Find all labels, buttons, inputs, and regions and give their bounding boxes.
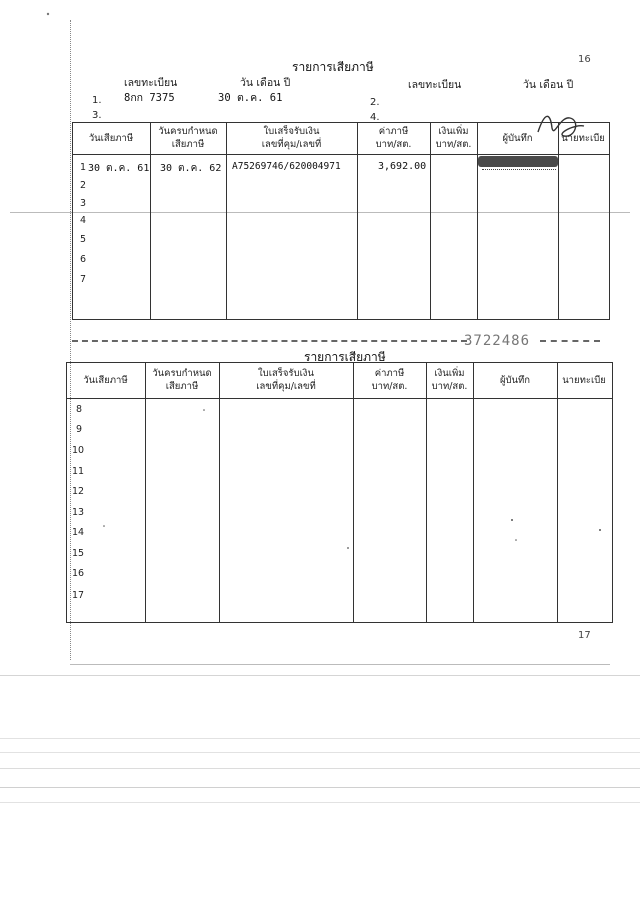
tax-table-bottom [66, 362, 613, 623]
col-divider [557, 362, 558, 622]
scan-line-6 [0, 768, 640, 769]
col-divider [219, 362, 220, 622]
row-number: 15 [72, 548, 85, 559]
row-number: 14 [72, 527, 85, 538]
cut-line [540, 340, 600, 342]
tax-table-bottom-header-divider [66, 398, 612, 399]
row-number: 8 [76, 404, 83, 415]
cell-tax: 3,692.00 [378, 161, 427, 172]
right-date-label: วัน เดือน ปี [523, 79, 574, 91]
header-receipt: ใบเสร็จรับเงิน เลขที่คุม/เลขที่ [261, 126, 322, 150]
page-number-bottom: 17 [578, 630, 591, 641]
header-paid-date: วันเสียภาษี [88, 132, 134, 144]
row-number: 10 [72, 445, 85, 456]
header-due-date: วันครบกำหนด เสียภาษี [158, 126, 218, 150]
header-surcharge: เงินเพิ่ม บาท/สต. [431, 368, 468, 392]
scan-line-2 [70, 664, 610, 665]
header-paid-date: วันเสียภาษี [83, 374, 128, 386]
form-title-bottom: รายการเสียภาษี [304, 350, 386, 364]
tax-table-top-header-divider [72, 154, 609, 155]
right-reg-label: เลขทะเบียน [408, 79, 462, 91]
header-surcharge: เงินเพิ่ม บาท/สต. [435, 126, 472, 150]
scan-line-3 [0, 675, 640, 676]
cut-line [72, 340, 467, 342]
entry-reg-1: 8กก 7375 [124, 92, 175, 104]
header-registrar: นายทะเบีย [561, 132, 605, 144]
col-divider [353, 362, 354, 622]
entry-num-3: 3. [92, 110, 102, 121]
row-number: 1 [80, 162, 87, 173]
entry-num-2: 2. [370, 97, 380, 108]
row-number: 12 [72, 486, 85, 497]
row-number: 6 [80, 254, 87, 265]
col-divider [426, 362, 427, 622]
header-due-date: วันครบกำหนด เสียภาษี [152, 368, 212, 392]
row-number: 16 [72, 568, 85, 579]
row-number: 11 [72, 466, 85, 477]
entry-num-4: 4. [370, 112, 380, 123]
col-divider [145, 362, 146, 622]
left-date-label: วัน เดือน ปี [240, 77, 291, 89]
row-number: 3 [80, 198, 87, 209]
row-number: 17 [72, 590, 85, 601]
scan-line-5 [0, 752, 640, 753]
scan-line-4 [0, 738, 640, 739]
scan-line-8 [0, 802, 640, 803]
header-registrar: นายทะเบีย [562, 374, 606, 386]
form-title-top: รายการเสียภาษี [292, 60, 374, 74]
entry-num-1: 1. [92, 95, 102, 106]
row-number: 2 [80, 180, 87, 191]
row-number: 4 [80, 215, 87, 226]
scan-line-7 [0, 787, 640, 788]
header-recorder: ผู้บันทึก [499, 374, 531, 386]
header-tax: ค่าภาษี บาท/สต. [375, 126, 412, 150]
left-reg-label: เลขทะเบียน [124, 77, 178, 89]
page-number-top: 16 [578, 54, 591, 65]
header-recorder: ผู้บันทึก [502, 132, 533, 144]
cell-receipt: A75269746/620004971 [232, 161, 341, 172]
row-number: 7 [80, 274, 87, 285]
entry-date-1: 30 ต.ค. 61 [218, 92, 283, 104]
cell-paid-date: 30 ต.ค. 61 [88, 163, 150, 174]
cell-due-date: 30 ต.ค. 62 [160, 163, 222, 174]
row-number: 5 [80, 234, 87, 245]
col-divider [473, 362, 474, 622]
header-tax: ค่าภาษี บาท/สต. [371, 368, 408, 392]
row-number: 9 [76, 424, 83, 435]
partial-serial-number: 3722486 [464, 333, 531, 349]
header-receipt: ใบเสร็จรับเงิน เลขที่คุม/เลขที่ [256, 368, 316, 392]
row-number: 13 [72, 507, 85, 518]
recorder-stamp [478, 156, 558, 178]
